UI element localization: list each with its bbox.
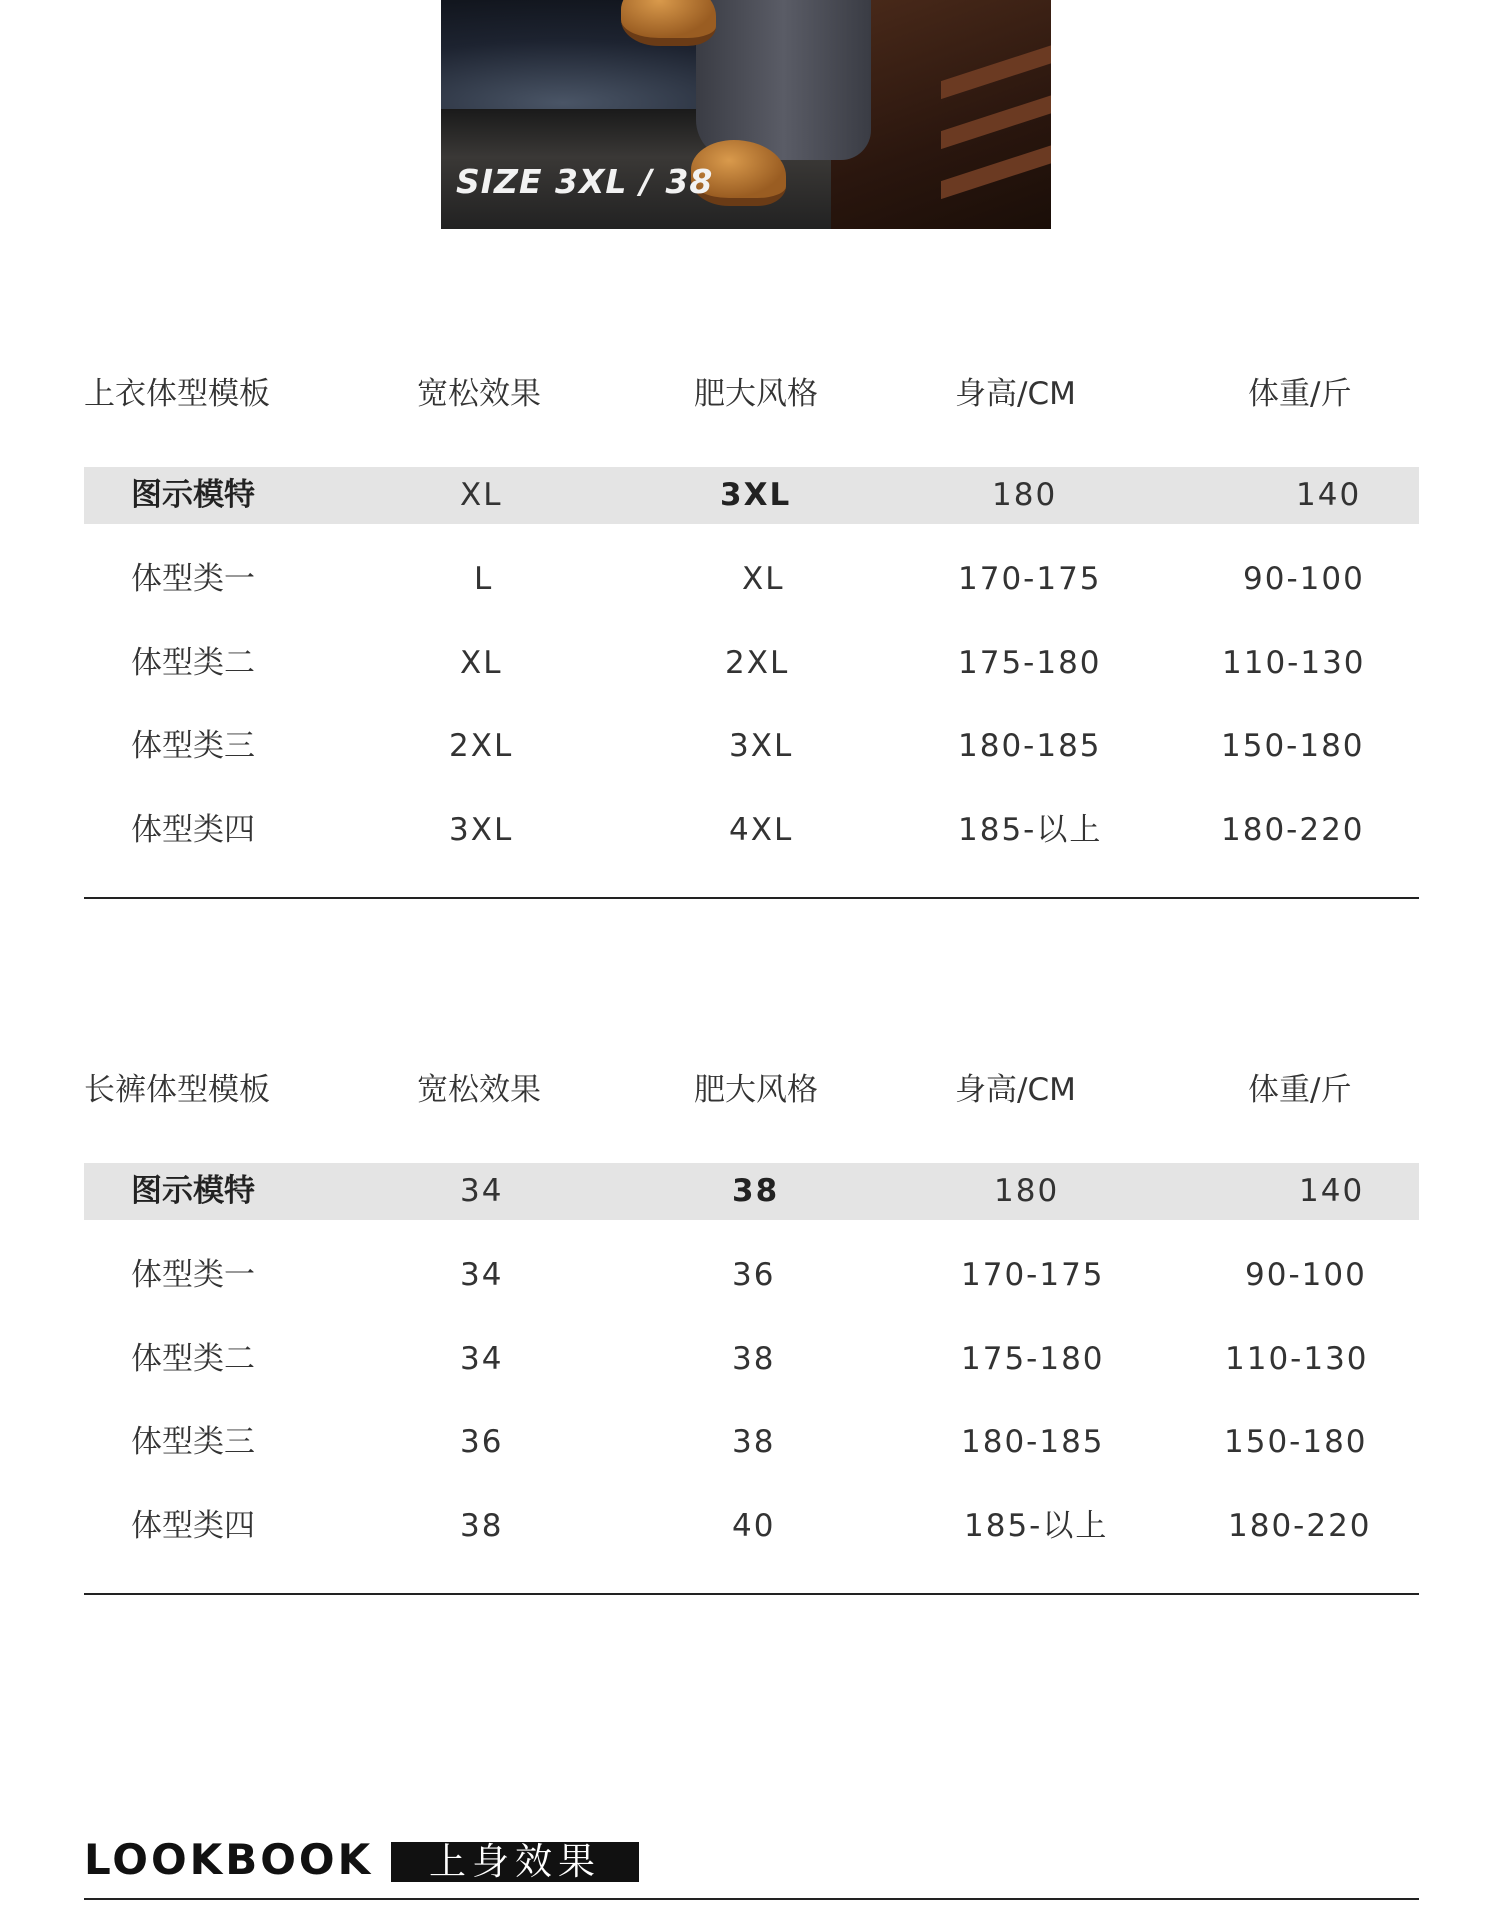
cell-weight: 150-180 bbox=[1224, 1424, 1368, 1460]
cell-oversize: 38 bbox=[732, 1424, 776, 1460]
cell-weight: 150-180 bbox=[1221, 728, 1365, 764]
cell-weight: 110-130 bbox=[1225, 1341, 1369, 1377]
lookbook-title-en: LOOKBOOK bbox=[84, 1835, 374, 1884]
top-header-loose: 宽松效果 bbox=[417, 376, 541, 412]
table-divider bbox=[84, 897, 1419, 899]
cell-oversize: 38 bbox=[732, 1341, 776, 1377]
cell-height: 180-185 bbox=[958, 728, 1102, 764]
cell-loose: XL bbox=[460, 645, 503, 681]
table-row bbox=[84, 467, 1419, 524]
cell-loose: L bbox=[474, 561, 494, 597]
cell-height: 170-175 bbox=[961, 1257, 1105, 1293]
lookbook-title-zh: 上身效果 bbox=[391, 1842, 639, 1882]
cell-loose: 2XL bbox=[449, 728, 514, 764]
cell-loose: 3XL bbox=[449, 812, 514, 848]
cell-loose: 38 bbox=[460, 1508, 504, 1544]
table-row bbox=[84, 718, 1419, 775]
cell-type: 体型类四 bbox=[131, 1508, 255, 1544]
table-row bbox=[84, 551, 1419, 608]
pants-header-loose: 宽松效果 bbox=[417, 1072, 541, 1108]
table-row bbox=[84, 1414, 1419, 1471]
cell-type: 体型类一 bbox=[131, 1257, 255, 1293]
cell-loose: 34 bbox=[460, 1341, 504, 1377]
table-row bbox=[84, 1331, 1419, 1388]
cell-oversize: 4XL bbox=[729, 812, 794, 848]
top-header-height: 身高/CM bbox=[955, 376, 1076, 412]
top-header-oversize: 肥大风格 bbox=[694, 376, 818, 412]
cell-oversize: 38 bbox=[732, 1173, 780, 1209]
cell-oversize: 36 bbox=[732, 1257, 776, 1293]
cell-type: 图示模特 bbox=[131, 477, 255, 513]
cell-oversize: 3XL bbox=[729, 728, 794, 764]
top-header-weight: 体重/斤 bbox=[1248, 376, 1352, 412]
top-header-template: 上衣体型模板 bbox=[84, 376, 270, 412]
cell-height: 185-以上 bbox=[958, 812, 1103, 848]
cell-height: 180 bbox=[992, 477, 1058, 513]
pants-header-height: 身高/CM bbox=[955, 1072, 1076, 1108]
cell-height: 185-以上 bbox=[964, 1508, 1109, 1544]
cell-weight: 110-130 bbox=[1222, 645, 1366, 681]
cell-oversize: XL bbox=[742, 561, 785, 597]
cell-loose: 34 bbox=[460, 1257, 504, 1293]
table-divider bbox=[84, 1593, 1419, 1595]
cell-height: 180-185 bbox=[961, 1424, 1105, 1460]
cell-type: 体型类二 bbox=[131, 1341, 255, 1377]
cell-oversize: 2XL bbox=[725, 645, 790, 681]
cell-type: 体型类三 bbox=[131, 728, 255, 764]
cell-weight: 140 bbox=[1296, 477, 1362, 513]
cell-type: 体型类一 bbox=[131, 561, 255, 597]
cell-type: 图示模特 bbox=[131, 1173, 255, 1209]
cell-height: 175-180 bbox=[958, 645, 1102, 681]
table-row bbox=[84, 635, 1419, 692]
cell-oversize: 40 bbox=[732, 1508, 776, 1544]
pants-header-template: 长裤体型模板 bbox=[84, 1072, 270, 1108]
cell-oversize: 3XL bbox=[720, 477, 792, 513]
cell-weight: 90-100 bbox=[1245, 1257, 1367, 1293]
table-row bbox=[84, 1498, 1419, 1555]
model-photo bbox=[441, 0, 1051, 229]
lookbook-divider bbox=[84, 1898, 1419, 1900]
cell-weight: 140 bbox=[1299, 1173, 1365, 1209]
photo-boot bbox=[621, 0, 716, 46]
cell-loose: 36 bbox=[460, 1424, 504, 1460]
cell-type: 体型类二 bbox=[131, 645, 255, 681]
pants-header-oversize: 肥大风格 bbox=[694, 1072, 818, 1108]
cell-type: 体型类三 bbox=[131, 1424, 255, 1460]
photo-size-label: SIZE 3XL / 38 bbox=[456, 162, 714, 201]
cell-loose: 34 bbox=[460, 1173, 504, 1209]
cell-loose: XL bbox=[460, 477, 503, 513]
cell-height: 170-175 bbox=[958, 561, 1102, 597]
photo-pants-leg bbox=[696, 0, 871, 160]
table-row bbox=[84, 1247, 1419, 1304]
cell-height: 175-180 bbox=[961, 1341, 1105, 1377]
cell-weight: 90-100 bbox=[1243, 561, 1365, 597]
cell-type: 体型类四 bbox=[131, 812, 255, 848]
cell-height: 180 bbox=[994, 1173, 1060, 1209]
table-row bbox=[84, 802, 1419, 859]
table-row bbox=[84, 1163, 1419, 1220]
pants-header-weight: 体重/斤 bbox=[1248, 1072, 1352, 1108]
cell-weight: 180-220 bbox=[1228, 1508, 1372, 1544]
cell-weight: 180-220 bbox=[1221, 812, 1365, 848]
